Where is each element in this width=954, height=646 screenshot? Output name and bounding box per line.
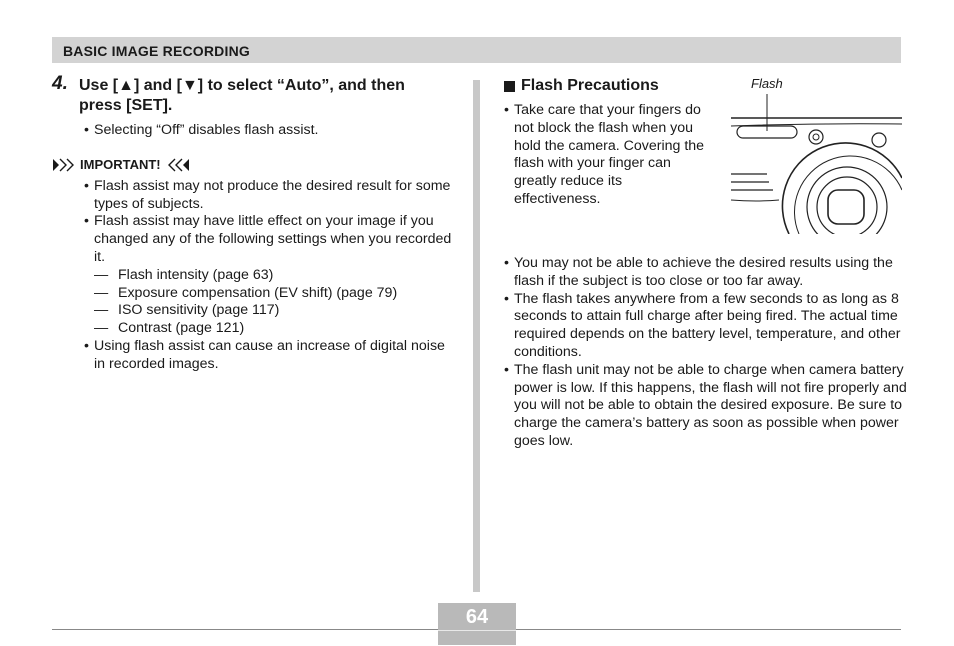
page-number: 64 <box>465 606 489 628</box>
settings-item: — Exposure compensation (EV shift) (page 79) <box>94 285 452 303</box>
camera-front-icon <box>727 74 902 234</box>
flash-precautions-title: Flash Precautions <box>521 77 659 94</box>
list-item: • You may not be able to achieve the desired results using the flash if the subject is too close or too far away. <box>514 255 914 291</box>
left-column <box>52 73 452 374</box>
step-instruction <box>52 73 452 116</box>
step-notes <box>52 122 452 140</box>
figure-caption: Flash <box>751 76 783 91</box>
important-arrows-left-icon <box>166 158 190 172</box>
list-item <box>94 213 452 338</box>
section-title: BASIC IMAGE RECORDING <box>63 43 250 59</box>
list-item: • The flash unit may not be able to charge when camera battery power is low. If this happens, the flash will not fire properly and you will not be able to obtain the desired exposure. Be sure to charge the camera’s battery as soon as possible when power goes low. <box>514 362 914 451</box>
settings-item: — Flash intensity (page 63) <box>94 267 452 285</box>
important-list <box>52 178 452 374</box>
important-heading <box>52 157 452 173</box>
list-item-text: Flash assist may have little effect on your image if you changed any of the following settings when you recorded it. <box>94 213 452 265</box>
camera-flash-illustration <box>727 74 902 234</box>
flash-precautions-list-bottom <box>504 255 914 451</box>
section-header-bar <box>52 37 901 63</box>
square-bullet-icon <box>504 81 515 92</box>
page-number-box <box>438 603 516 645</box>
settings-item: — Contrast (page 121) <box>94 320 452 338</box>
list-item: • The flash takes anywhere from a few seconds to as long as 8 seconds to attain full charge after being fired. The actual time required depends on the battery level, temperature, and other conditions. <box>514 291 914 362</box>
list-item: • Take care that your fingers do not block the flash when you hold the camera. Covering the flash with your finger can greatly reduce its effectiveness. <box>514 102 710 209</box>
step-text: Use [▲] and [▼] to select “Auto”, and then press [SET]. <box>79 77 405 114</box>
list-item: • Using flash assist can cause an increase of digital noise in recorded images. <box>94 338 452 374</box>
important-label: IMPORTANT! <box>80 157 161 173</box>
column-divider <box>473 80 480 592</box>
step-number: 4. <box>52 73 68 94</box>
list-item: • Flash assist may not produce the desired result for some types of subjects. <box>94 178 452 214</box>
important-arrows-right-icon <box>52 158 76 172</box>
settings-item: — ISO sensitivity (page 117) <box>94 302 452 320</box>
list-item: • Selecting “Off” disables flash assist. <box>94 122 452 140</box>
flash-precautions-list-top <box>504 102 710 209</box>
